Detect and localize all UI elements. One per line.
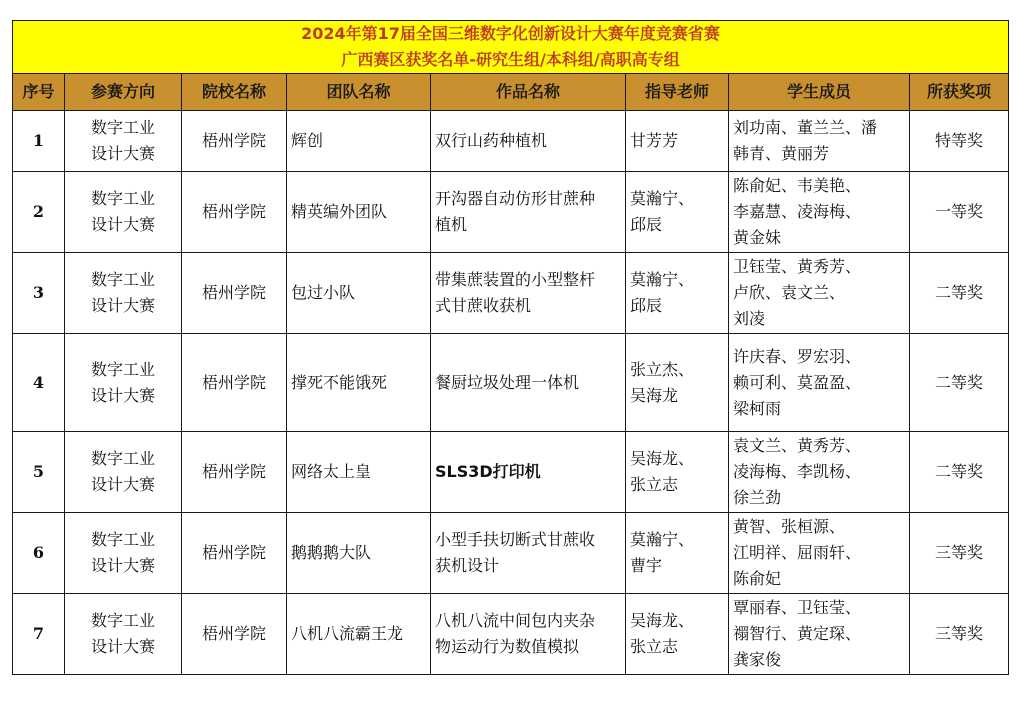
row-no: 4 xyxy=(13,334,65,432)
row-direction: 数字工业 设计大赛 xyxy=(65,513,182,594)
row-work: 开沟器自动仿形甘蔗种 植机 xyxy=(431,172,626,253)
row-team: 网络太上皇 xyxy=(287,432,431,513)
row-direction: 数字工业 设计大赛 xyxy=(65,594,182,675)
row-work: 双行山药种植机 xyxy=(431,111,626,172)
row-direction: 数字工业 设计大赛 xyxy=(65,172,182,253)
row-team: 撑死不能饿死 xyxy=(287,334,431,432)
row-no: 6 xyxy=(13,513,65,594)
row-team: 八机八流霸王龙 xyxy=(287,594,431,675)
row-award: 二等奖 xyxy=(910,253,1009,334)
row-no: 5 xyxy=(13,432,65,513)
row-work: 带集蔗装置的小型整杆 式甘蔗收获机 xyxy=(431,253,626,334)
header-school: 院校名称 xyxy=(182,74,287,111)
row-direction: 数字工业 设计大赛 xyxy=(65,253,182,334)
row-work: 小型手扶切断式甘蔗收 获机设计 xyxy=(431,513,626,594)
header-award: 所获奖项 xyxy=(910,74,1009,111)
row-members: 陈俞妃、韦美艳、 李嘉慧、凌海梅、 黄金妹 xyxy=(729,172,910,253)
row-members: 刘功南、董兰兰、潘 韩青、黄丽芳 xyxy=(729,111,910,172)
row-award: 二等奖 xyxy=(910,334,1009,432)
row-award: 特等奖 xyxy=(910,111,1009,172)
row-members: 覃丽春、卫钰莹、 禤智行、黄定琛、 龚家俊 xyxy=(729,594,910,675)
row-work: 餐厨垃圾处理一体机 xyxy=(431,334,626,432)
row-no: 1 xyxy=(13,111,65,172)
row-members: 黄智、张桓源、 江明祥、屈雨轩、 陈俞妃 xyxy=(729,513,910,594)
header-no: 序号 xyxy=(13,74,65,111)
row-direction: 数字工业 设计大赛 xyxy=(65,111,182,172)
row-team: 鹅鹅鹅大队 xyxy=(287,513,431,594)
table-row xyxy=(13,111,1009,172)
row-team: 精英编外团队 xyxy=(287,172,431,253)
row-work: SLS3D打印机 xyxy=(431,432,626,513)
table-row xyxy=(13,513,1009,594)
header-team: 团队名称 xyxy=(287,74,431,111)
row-advisor: 甘芳芳 xyxy=(626,111,729,172)
row-direction: 数字工业 设计大赛 xyxy=(65,334,182,432)
row-members: 袁文兰、黄秀芳、 凌海梅、李凯杨、 徐兰劲 xyxy=(729,432,910,513)
row-school: 梧州学院 xyxy=(182,172,287,253)
row-work: 八机八流中间包内夹杂 物运动行为数值模拟 xyxy=(431,594,626,675)
row-school: 梧州学院 xyxy=(182,334,287,432)
row-no: 2 xyxy=(13,172,65,253)
title-line-1: 2024年第17届全国三维数字化创新设计大赛年度竞赛省赛 xyxy=(301,24,720,43)
header-work: 作品名称 xyxy=(431,74,626,111)
table-row xyxy=(13,253,1009,334)
row-award: 一等奖 xyxy=(910,172,1009,253)
row-members: 许庆春、罗宏羽、 赖可利、莫盈盈、 梁柯雨 xyxy=(729,334,910,432)
page-title xyxy=(13,21,1009,74)
row-no: 7 xyxy=(13,594,65,675)
row-advisor: 吴海龙、 张立志 xyxy=(626,594,729,675)
row-direction: 数字工业 设计大赛 xyxy=(65,432,182,513)
row-team: 包过小队 xyxy=(287,253,431,334)
header-direction: 参赛方向 xyxy=(65,74,182,111)
row-school: 梧州学院 xyxy=(182,513,287,594)
awards-table xyxy=(12,20,1009,675)
row-advisor: 莫瀚宁、 邱辰 xyxy=(626,253,729,334)
row-team: 辉创 xyxy=(287,111,431,172)
row-award: 三等奖 xyxy=(910,594,1009,675)
row-members: 卫钰莹、黄秀芳、 卢欣、袁文兰、 刘凌 xyxy=(729,253,910,334)
row-school: 梧州学院 xyxy=(182,111,287,172)
header-members: 学生成员 xyxy=(729,74,910,111)
row-school: 梧州学院 xyxy=(182,594,287,675)
row-no: 3 xyxy=(13,253,65,334)
row-advisor: 莫瀚宁、 曹宇 xyxy=(626,513,729,594)
row-advisor: 吴海龙、 张立志 xyxy=(626,432,729,513)
row-advisor: 张立杰、 吴海龙 xyxy=(626,334,729,432)
title-line-2: 广西赛区获奖名单-研究生组/本科组/高职高专组 xyxy=(341,50,680,69)
row-school: 梧州学院 xyxy=(182,432,287,513)
title-row xyxy=(13,21,1009,74)
table-row xyxy=(13,172,1009,253)
table-row xyxy=(13,334,1009,432)
header-advisor: 指导老师 xyxy=(626,74,729,111)
table-row xyxy=(13,594,1009,675)
row-school: 梧州学院 xyxy=(182,253,287,334)
row-award: 二等奖 xyxy=(910,432,1009,513)
row-advisor: 莫瀚宁、 邱辰 xyxy=(626,172,729,253)
row-award: 三等奖 xyxy=(910,513,1009,594)
table-row xyxy=(13,432,1009,513)
header-row xyxy=(13,74,1009,111)
